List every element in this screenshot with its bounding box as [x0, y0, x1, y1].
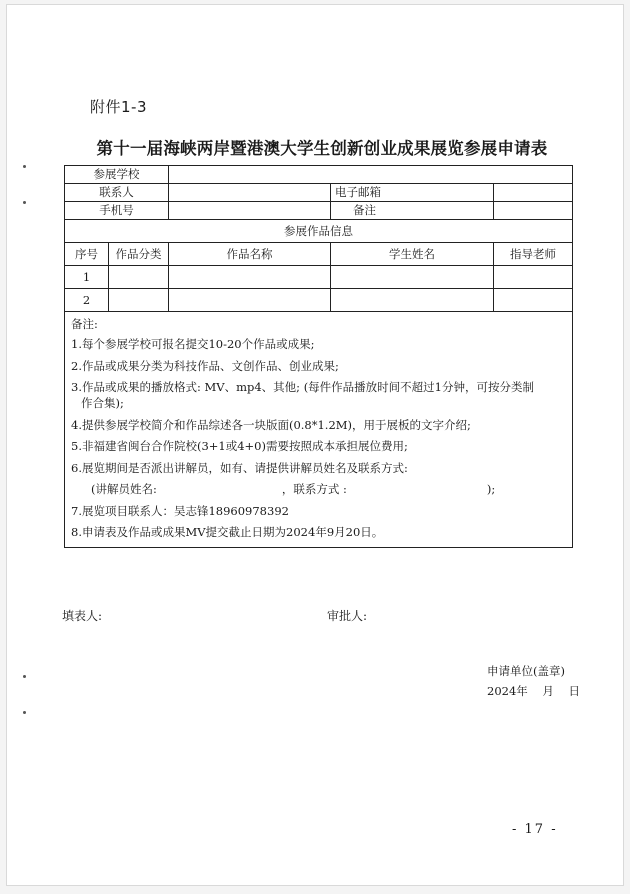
remark-label: 备注 — [331, 202, 494, 220]
work-name-cell[interactable] — [169, 266, 331, 289]
speaker-line-end: ); — [486, 482, 496, 496]
student-name-cell[interactable] — [331, 289, 494, 312]
approver-label: 审批人: — [327, 609, 368, 623]
column-header-advisor: 指导老师 — [494, 243, 573, 266]
phone-label: 手机号 — [65, 202, 169, 220]
school-field[interactable] — [169, 166, 573, 184]
school-label: 参展学校 — [65, 166, 169, 184]
notes-title: 备注: — [71, 317, 98, 331]
applicant-unit-seal: 申请单位(盖章) — [487, 664, 565, 678]
page-number: - 17 - — [512, 822, 558, 837]
document-page — [6, 4, 624, 886]
column-header-index: 序号 — [65, 243, 109, 266]
row-index: 2 — [65, 289, 109, 312]
phone-row — [65, 202, 573, 220]
speaker-name-label: (讲解员姓名: — [91, 482, 157, 496]
contact-row — [65, 184, 573, 202]
application-form-table — [64, 165, 573, 548]
binding-mark — [23, 165, 26, 168]
note-item: 1.每个参展学校可报名提交10-20个作品或成果; — [71, 337, 315, 351]
note-item: 5.非福建省闽台合作院校(3+1或4+0)需要按照成本承担展位费用; — [71, 439, 408, 453]
binding-mark — [23, 201, 26, 204]
speaker-name-blank[interactable] — [157, 482, 282, 496]
email-field[interactable] — [494, 184, 573, 202]
student-name-cell[interactable] — [331, 266, 494, 289]
work-name-cell[interactable] — [169, 289, 331, 312]
category-cell[interactable] — [109, 266, 169, 289]
table-row — [65, 289, 573, 312]
column-header-student-name: 学生姓名 — [331, 243, 494, 266]
works-section-heading: 参展作品信息 — [65, 220, 573, 243]
note-item: 2.作品或成果分类为科技作品、文创作品、创业成果; — [71, 358, 339, 373]
form-title: 第十一届海峡两岸暨港澳大学生创新创业成果展览参展申请表 — [96, 139, 548, 158]
table-row — [65, 266, 573, 289]
notes-cell — [65, 312, 573, 548]
row-index: 1 — [65, 266, 109, 289]
column-header-work-name: 作品名称 — [169, 243, 331, 266]
speaker-info-line — [71, 482, 566, 496]
note-item: 3.作品或成果的播放格式: MV、mp4、其他; (每件作品播放时间不超过1分钟，可按分类制 — [71, 380, 534, 394]
email-label: 电子邮箱 — [331, 184, 494, 202]
school-row — [65, 166, 573, 184]
advisor-cell[interactable] — [494, 266, 573, 289]
phone-field[interactable] — [169, 202, 331, 220]
advisor-cell[interactable] — [494, 289, 573, 312]
works-section-row — [65, 220, 573, 243]
note-item-continued: 作合集); — [81, 396, 124, 410]
binding-mark — [23, 675, 26, 678]
category-cell[interactable] — [109, 289, 169, 312]
remark-field[interactable] — [494, 202, 573, 220]
contact-field[interactable] — [169, 184, 331, 202]
application-date: 2024年 月 日 — [487, 684, 581, 698]
note-item: 4.提供参展学校简介和作品综述各一块版面(0.8*1.2M)，用于展板的文字介绍; — [71, 417, 471, 432]
binding-mark — [23, 711, 26, 714]
contact-label: 联系人 — [65, 184, 169, 202]
note-item: 6.展览期间是否派出讲解员，如有、请提供讲解员姓名及联系方式: — [71, 460, 408, 475]
speaker-contact-blank[interactable] — [347, 482, 487, 496]
works-header-row — [65, 243, 573, 266]
column-header-category: 作品分类 — [109, 243, 169, 266]
attachment-label: 附件1-3 — [90, 98, 147, 116]
note-item: 8.申请表及作品或成果MV提交截止日期为2024年9月20日。 — [71, 525, 384, 539]
speaker-contact-label: ，联系方式 : — [281, 482, 347, 496]
filler-label: 填表人: — [62, 609, 103, 623]
note-item: 7.展览项目联系人：吴志锋18960978392 — [71, 503, 289, 518]
notes-row — [65, 312, 573, 548]
